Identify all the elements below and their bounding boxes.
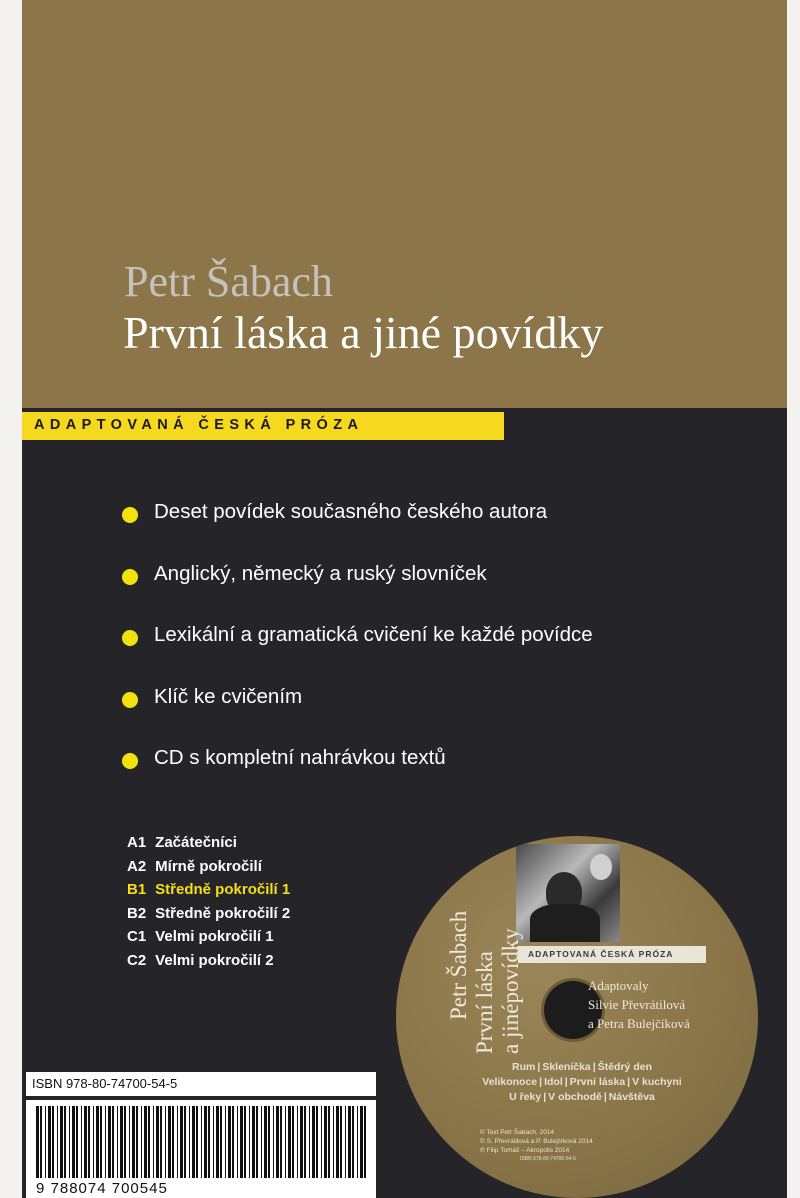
barcode-bar <box>88 1106 90 1178</box>
barcode-bar <box>184 1106 186 1178</box>
level-a2 <box>127 858 290 882</box>
level-list <box>127 834 290 975</box>
cd-story: V kuchyni <box>632 1076 682 1088</box>
level-code: B1 <box>127 881 147 898</box>
barcode-bar <box>177 1106 178 1178</box>
barcode-bar <box>292 1106 294 1178</box>
barcode-bar <box>100 1106 102 1178</box>
bullet-icon <box>122 630 138 646</box>
author-photo <box>516 844 620 942</box>
cd-disc <box>396 836 758 1198</box>
level-b1 <box>127 881 290 905</box>
level-code: C2 <box>127 951 147 969</box>
level-b2 <box>127 905 290 929</box>
barcode-bar <box>96 1106 99 1178</box>
top-panel <box>22 0 787 408</box>
barcode-bar <box>208 1106 210 1178</box>
barcode-bar <box>153 1106 154 1178</box>
cd-series-text: ADAPTOVANÁ ČESKÁ PRÓZA <box>528 949 674 959</box>
barcode-bar <box>148 1106 150 1178</box>
cd-adapted-line: Silvie Převrátilová <box>588 997 686 1012</box>
book-title: První láska a jiné povídky <box>123 307 604 358</box>
barcode-bar <box>160 1106 162 1178</box>
cd-adapted-by <box>588 976 690 1033</box>
level-label: Velmi pokročilí 2 <box>155 951 274 969</box>
barcode-bar <box>285 1106 286 1178</box>
barcode-bar <box>300 1106 303 1178</box>
cd-story: U řeky <box>509 1091 542 1103</box>
level-label: Velmi pokročilí 1 <box>155 928 274 945</box>
cd-story: První láska <box>569 1076 626 1088</box>
barcode-bar <box>252 1106 255 1178</box>
cd-adapted-line: a Petra Bulejčíková <box>588 1016 690 1031</box>
cd-story: Idol <box>544 1076 563 1088</box>
barcode-bar <box>117 1106 118 1178</box>
barcode-bar <box>132 1106 135 1178</box>
cd-story: Velikonoce <box>482 1076 538 1088</box>
cd-story: Rum <box>512 1061 536 1073</box>
level-a1 <box>127 834 290 858</box>
book-back-cover <box>22 0 787 1198</box>
barcode-bar <box>189 1106 190 1178</box>
cd-author: Petr Šabach <box>446 910 471 1020</box>
level-label: Mírně pokročilí <box>155 857 262 875</box>
photo-detail <box>590 854 612 880</box>
barcode-bar <box>276 1106 279 1178</box>
barcode-bar <box>60 1106 63 1178</box>
barcode-bar <box>309 1106 310 1178</box>
series-banner <box>22 412 504 440</box>
barcode-bar <box>76 1106 78 1178</box>
barcode-bar <box>360 1106 363 1178</box>
cd-story: Skleníčka <box>542 1061 591 1073</box>
barcode-bar <box>249 1106 250 1178</box>
barcode-bar <box>232 1106 234 1178</box>
barcode-bar <box>324 1106 327 1178</box>
level-code: C1 <box>127 928 147 945</box>
barcode-bar <box>364 1106 366 1178</box>
barcode-bar <box>237 1106 238 1178</box>
barcode-bar <box>52 1106 54 1178</box>
cd-title-line1: První láska <box>472 951 497 1054</box>
author-name: Petr Šabach <box>124 257 333 306</box>
series-banner-text: ADAPTOVANÁ ČESKÁ PRÓZA <box>34 417 364 433</box>
cd-isbn: ISBN 978-80-74700-54-5 <box>520 1156 576 1162</box>
barcode-bar <box>352 1106 354 1178</box>
barcode-bar <box>141 1106 142 1178</box>
barcode-bar <box>196 1106 198 1178</box>
barcode-bar <box>240 1106 243 1178</box>
feature-text: Klíč ke cvičením <box>154 684 303 708</box>
feature-text: Lexikální a gramatická cvičení ke každé povídce <box>154 623 593 646</box>
level-label: Středně pokročilí 1 <box>155 881 291 898</box>
barcode-bar <box>288 1106 291 1178</box>
barcode-bar <box>180 1106 183 1178</box>
bullet-icon <box>122 507 138 523</box>
barcode-bar <box>108 1106 111 1178</box>
barcode-bar <box>168 1106 171 1178</box>
barcode-bar <box>273 1106 274 1178</box>
bullet-icon <box>122 569 138 585</box>
level-label: Začátečníci <box>155 834 237 851</box>
barcode-digits: 9 788074 700545 <box>36 1180 168 1197</box>
cd-adapted-line: Adaptovaly <box>588 978 649 993</box>
barcode-bar <box>336 1106 339 1178</box>
barcode-bar <box>264 1106 267 1178</box>
barcode-bar <box>156 1106 159 1178</box>
barcode-bar <box>228 1106 231 1178</box>
barcode-bar <box>201 1106 202 1178</box>
barcode-bar <box>40 1106 42 1178</box>
barcode-bar <box>261 1106 262 1178</box>
cd-copyright-line: © S. Převrátilová a P. Bulejčíková 2014 <box>480 1138 593 1145</box>
barcode-bar <box>136 1106 138 1178</box>
barcode-bar <box>105 1106 106 1178</box>
barcode <box>26 1100 376 1198</box>
feature-text: Anglický, německý a ruský slovníček <box>154 561 487 585</box>
isbn-text: ISBN 978-80-74700-54-5 <box>32 1076 178 1091</box>
barcode-bar <box>321 1106 322 1178</box>
cd-copyright <box>480 1128 593 1164</box>
barcode-bar <box>216 1106 219 1178</box>
barcode-bar <box>256 1106 258 1178</box>
level-c2 <box>127 952 290 976</box>
barcode-bar <box>72 1106 75 1178</box>
cd-copyright-line: © Text Petr Šabach, 2014 <box>480 1129 555 1136</box>
photo-body <box>530 904 600 942</box>
isbn-label <box>26 1072 376 1096</box>
cd-series-banner <box>518 946 706 963</box>
barcode-bar <box>64 1106 66 1178</box>
barcode-bar <box>192 1106 195 1178</box>
barcode-bar <box>81 1106 82 1178</box>
barcode-bar <box>144 1106 147 1178</box>
barcode-bar <box>112 1106 114 1178</box>
barcode-bar <box>36 1106 39 1178</box>
barcode-bar <box>312 1106 315 1178</box>
barcode-bar <box>129 1106 130 1178</box>
cd-title-line2: a jinépovídky <box>498 928 523 1054</box>
barcode-bar <box>57 1106 58 1178</box>
barcode-bar <box>244 1106 246 1178</box>
barcode-bar <box>345 1106 346 1178</box>
cd-copyright-line: ℗ Filip Tomáš – Akropolis 2014 <box>480 1147 570 1154</box>
level-c1 <box>127 928 290 952</box>
barcode-bar <box>316 1106 318 1178</box>
cd-story: Návštěva <box>608 1091 655 1103</box>
level-code: A2 <box>127 857 147 875</box>
barcode-bar <box>93 1106 94 1178</box>
cd-story: Štědrý den <box>597 1061 652 1073</box>
barcode-bar <box>225 1106 226 1178</box>
barcode-bar <box>357 1106 358 1178</box>
barcode-bar <box>297 1106 298 1178</box>
barcode-bar <box>69 1106 70 1178</box>
barcode-bar <box>165 1106 166 1178</box>
bullet-icon <box>122 753 138 769</box>
barcode-bar <box>213 1106 214 1178</box>
barcode-bar <box>328 1106 330 1178</box>
barcode-bar <box>280 1106 282 1178</box>
feature-text: Deset povídek současného českého autora <box>154 500 548 523</box>
barcode-bar <box>348 1106 351 1178</box>
barcode-bar <box>45 1106 46 1178</box>
cd-story-list: Rum | Skleníčka | Štědrý den Velikonoce | Idol | První láska | V kuchyni U řeky | V obchodě | Návštěva <box>482 1061 682 1103</box>
level-code: B2 <box>127 904 147 922</box>
barcode-bar <box>340 1106 342 1178</box>
bullet-icon <box>122 692 138 708</box>
level-label: Středně pokročilí 2 <box>155 904 291 922</box>
barcode-bar <box>124 1106 126 1178</box>
barcode-bar <box>84 1106 87 1178</box>
level-code: A1 <box>127 834 147 851</box>
barcode-bar <box>220 1106 222 1178</box>
barcode-bar <box>48 1106 51 1178</box>
barcode-bar <box>172 1106 174 1178</box>
barcode-bar <box>304 1106 306 1178</box>
cd-story: V obchodě <box>548 1091 602 1103</box>
barcode-bar <box>333 1106 334 1178</box>
barcode-bar <box>120 1106 123 1178</box>
barcode-bar <box>204 1106 207 1178</box>
barcode-bar <box>268 1106 270 1178</box>
feature-text: CD s kompletní nahrávkou textů <box>154 746 446 769</box>
